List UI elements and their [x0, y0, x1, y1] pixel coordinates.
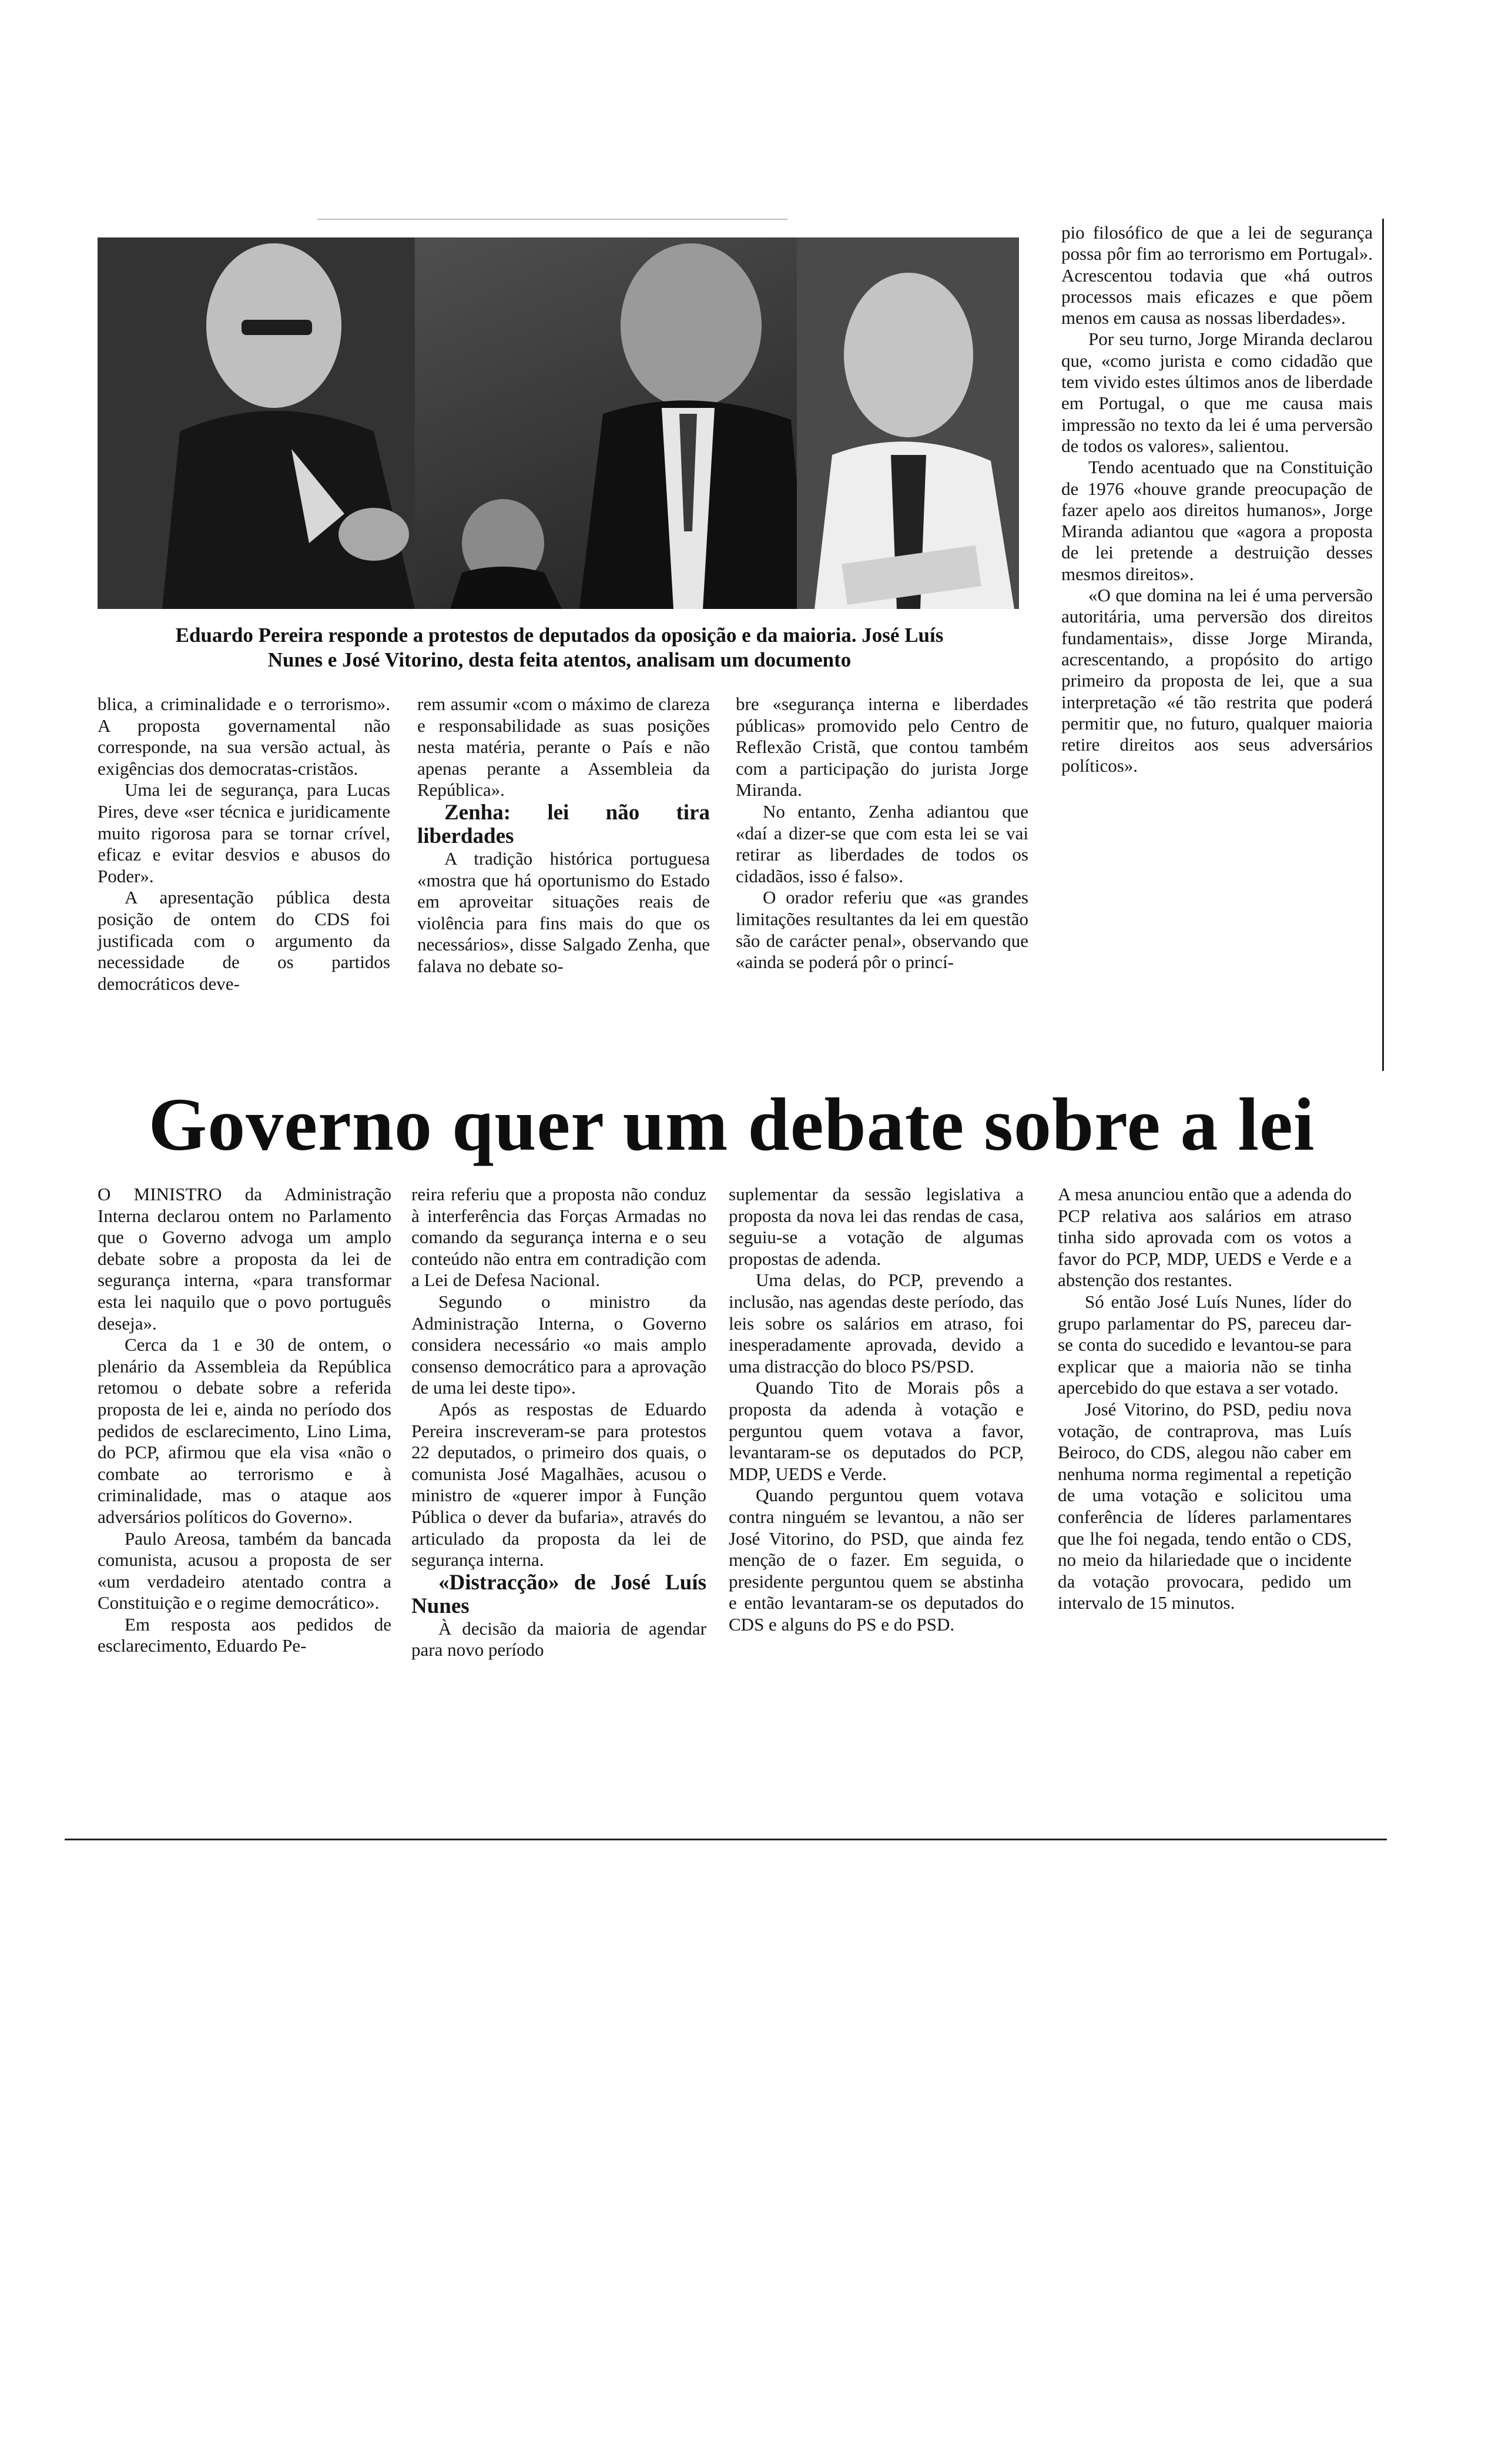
paragraph: blica, a criminalidade e o terrorismo». A proposta governamental não corresponde, na sua versão actual, às exigências dos democratas-cristãos.	[98, 694, 390, 779]
paragraph: «O que domina na lei é uma perversão autoritária, uma perversão dos direitos fundamentais», disse Jorge Miranda, acrescentando, a propósito do artigo primeiro da proposta de lei, que a sua interpretação «é tão restrita que poderá permitir que, no futuro, qualquer maioria retire direitos aos seus adversários políticos».	[1061, 585, 1373, 776]
paragraph: Só então José Luís Nunes, líder do grupo parlamentar do PS, pareceu dar-se conta do sucedido e levantou-se para explicar que a maioria não se tinha apercebido do que estava a ser votado.	[1058, 1291, 1352, 1398]
paragraph: reira referiu que a proposta não conduz à interferência das Forças Armadas no comando da segurança interna e o seu conteúdo não entra em contradição com a Lei de Defesa Nacional.	[411, 1184, 706, 1291]
upper-column-2	[417, 694, 710, 977]
news-photo	[98, 237, 1019, 609]
paragraph: Tendo acentuado que na Constituição de 1976 «houve grande preocupação de fazer apelo aos direitos humanos», Jorge Miranda adiantou que «agora a proposta de lei pretende a destruição desses mesmos direitos».	[1061, 457, 1373, 584]
paragraph: Cerca da 1 e 30 de ontem, o plenário da Assembleia da República retomou o debate sobre a referida proposta de lei e, ainda no período dos pedidos de esclarecimento, Lino Lima, do PCP, afirmou que ela visa «não o combate ao terrorismo e à criminalidade, mas o ataque aos adversários políticos do Governo».	[98, 1334, 391, 1527]
paragraph: Uma lei de segurança, para Lucas Pires, deve «ser técnica e juridicamente muito rigorosa para se tornar crível, eficaz e evitar desvios e abusos do Poder».	[98, 779, 390, 886]
paragraph: Quando Tito de Morais pôs a proposta da adenda à votação e perguntou quem votava a favor, levantaram-se os deputados do PCP, MDP, UEDS e Verde.	[729, 1377, 1024, 1484]
upper-column-1	[98, 694, 390, 995]
upper-column-3	[736, 694, 1028, 973]
lower-column-2	[411, 1184, 706, 1661]
paragraph: A mesa anunciou então que a adenda do PCP relativa aos salários em atraso tinha sido aprovada com os votos a favor do PCP, MDP, UEDS e Verde e a abstenção dos restantes.	[1058, 1184, 1352, 1291]
photo-caption	[99, 623, 1020, 672]
lower-column-4	[1058, 1184, 1352, 1614]
paragraph: No entanto, Zenha adiantou que «daí a dizer-se que com esta lei se vai retirar as liberdades de todos os cidadãos, isso é falso».	[736, 801, 1028, 886]
paragraph: suplementar da sessão legislativa a proposta da nova lei das rendas de casa, seguiu-se a votação de algumas propostas de adenda.	[729, 1184, 1024, 1269]
paragraph: rem assumir «com o máximo de clareza e responsabilidade as suas posições nesta matéria, perante o País e não apenas perante a Assembleia da República».	[417, 694, 710, 801]
paragraph: Segundo o ministro da Administração Interna, o Governo considera necessário «o mais amplo consenso democrático para a aprovação de uma lei deste tipo».	[411, 1291, 706, 1398]
top-smudge	[317, 219, 787, 220]
paragraph: Após as respostas de Eduardo Pereira inscreveram-se para protestos 22 deputados, o primeiro dos quais, o comunista José Magalhães, acusou o ministro de «querer impor à Função Pública o dever da bufaria», através do articulado da proposta da lei de segurança interna.	[411, 1398, 706, 1571]
paragraph: pio filosófico de que a lei de segurança possa pôr fim ao terrorismo em Portugal». Acrescentou todavia que «há outros processos mais eficazes e que põem menos em causa as nossas liberdades».	[1061, 222, 1373, 329]
section-subhead-distraccao: «Distracção» de José Luís Nunes	[411, 1570, 706, 1618]
column-rule-right	[1382, 219, 1384, 1071]
top-right-column	[1061, 222, 1373, 777]
lower-column-1	[98, 1184, 391, 1657]
caption-line-2: Nunes e José Vitorino, desta feita atentos, analisam um documento	[267, 648, 852, 671]
caption-line-1: Eduardo Pereira responde a protestos de deputados da oposição e da maioria. José Luís	[175, 624, 944, 647]
paragraph: O MINISTRO da Administração Interna declarou ontem no Parlamento que o Governo advoga um amplo debate sobre a proposta da lei de segurança interna, «para transformar esta lei naquilo que o povo português deseja».	[98, 1184, 391, 1334]
paragraph: bre «segurança interna e liberdades públicas» promovido pelo Centro de Reflexão Cristã, que contou também com a participação do jurista Jorge Miranda.	[736, 694, 1028, 801]
paragraph: A tradição histórica portuguesa «mostra que há oportunismo do Estado em aproveitar situações reais de violência para fins mais do que os necessários», disse Salgado Zenha, que falava no debate so-	[417, 848, 710, 976]
paragraph: Em resposta aos pedidos de esclarecimento, Eduardo Pe-	[98, 1613, 391, 1656]
paragraph: Paulo Areosa, também da bancada comunista, acusou a proposta de ser «um verdadeiro atentado contra a Constituição e o regime democrático».	[98, 1528, 391, 1613]
paragraph: José Vitorino, do PSD, pediu nova votação, de contraprova, mas Luís Beiroco, do CDS, alegou não caber em nenhuma norma regimental a repetição de uma votação e solicitou uma conferência de líderes parlamentares que lhe foi negada, tendo então o CDS, no meio da hilariedade que o incidente da votação provocara, pedido um intervalo de 15 minutos.	[1058, 1398, 1352, 1613]
paragraph: Uma delas, do PCP, prevendo a inclusão, nas agendas deste período, das leis sobre os salários em atraso, foi inesperadamente aprovada, devido a uma distracção do bloco PS/PSD.	[729, 1270, 1024, 1377]
paragraph: Por seu turno, Jorge Miranda declarou que, «como jurista e como cidadão que tem vivido estes últimos anos de liberdade em Portugal, o que me causa mais impressão no texto da lei é uma perversão de todos os valores», salientou.	[1061, 329, 1373, 456]
section-subhead-zenha: Zenha: lei não tira liberdades	[417, 800, 710, 848]
paragraph: Quando perguntou quem votava contra ninguém se levantou, a não ser José Vitorino, do PSD, que ainda fez menção de o fazer. Em seguida, o presidente perguntou quem se abstinha e então levantaram-se os deputados do CDS e alguns do PS e do PSD.	[729, 1485, 1024, 1635]
headline: Governo quer um debate sobre a lei	[148, 1083, 1315, 1166]
paragraph: O orador referiu que «as grandes limitações resultantes da lei em questão são de carácter penal», observando que «ainda se poderá pôr o princí-	[736, 887, 1028, 973]
photo-image	[98, 237, 1019, 609]
lower-column-3	[729, 1184, 1024, 1635]
bottom-rule	[65, 1839, 1387, 1840]
paragraph: A apresentação pública desta posição de ontem do CDS foi justificada com o argumento da necessidade de os partidos democráticos deve-	[98, 887, 390, 994]
paragraph: À decisão da maioria de agendar para novo período	[411, 1618, 706, 1660]
